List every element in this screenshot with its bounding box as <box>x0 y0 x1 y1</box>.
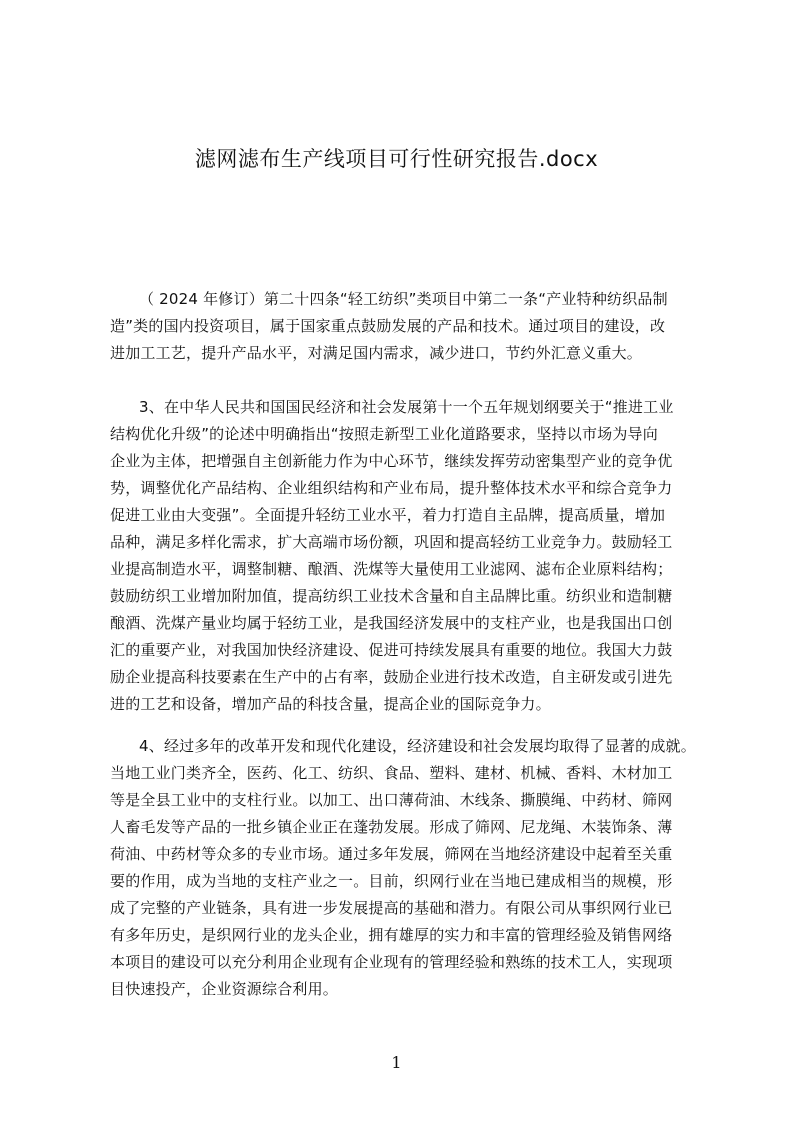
text-line: 4、经过多年的改革开发和现代化建设，经济建设和社会发展均取得了显著的成就。 <box>139 737 696 755</box>
text-line: 3、在中华人民共和国国民经济和社会发展第十一个五年规划纲要关于“推进工业 <box>139 398 674 416</box>
text-line: 结构优化升级”的论述中明确指出“按照走新型工业化道路要求，坚持以市场为导向 <box>110 425 658 443</box>
text-line: 酿酒、洗煤产量业均属于轻纺工业，是我国经济发展中的支柱产业，也是我国出口创 <box>110 614 673 632</box>
text-line: 要的作用，成为当地的支柱产业之一。目前，织网行业在当地已建成相当的规模，形 <box>110 872 673 890</box>
text-line: 企业为主体，把增强自主创新能力作为中心环节，继续发挥劳动密集型产业的竞争优 <box>110 452 673 470</box>
text-line: 汇的重要产业，对我国加快经济建设、促进可持续发展具有重要的地位。我国大力鼓 <box>110 641 673 659</box>
text-line: 造”类的国内投资项目，属于国家重点鼓励发展的产品和技术。通过项目的建设，改 <box>110 317 666 335</box>
text-line: 业提高制造水平，调整制糖、酿酒、洗煤等大量使用工业滤网、滤布企业原料结构； <box>110 560 673 578</box>
text-line: 荷油、中药材等众多的专业市场。通过多年发展，筛网在当地经济建设中起着至关重 <box>110 845 673 863</box>
text-line: 鼓励纺织工业增加附加值，提高纺织工业技术含量和自主品牌比重。纺织业和造制糖 <box>110 587 673 605</box>
document-title: 滤网滤布生产线项目可行性研究报告.docx <box>194 147 599 171</box>
text-line: 进加工工艺，提升产品水平，对满足国内需求，减少进口，节约外汇意义重大。 <box>110 344 643 362</box>
text-line: 目快速投产，企业资源综合利用。 <box>110 980 339 998</box>
text-line: 进的工艺和设备，增加产品的科技含量，提高企业的国际竞争力。 <box>110 695 551 713</box>
text-line: （ 2024 年修订）第二十四条“轻工纺织”类项目中第二一条“产业特种纺织品制 <box>139 290 668 308</box>
text-line: 本项目的建设可以充分利用企业现有企业现有的管理经验和熟练的技术工人，实现项 <box>110 953 673 971</box>
text-line: 等是全县工业中的支柱行业。以加工、出口薄荷油、木线条、撕膜绳、中药材、筛网 <box>110 791 673 809</box>
text-line: 成了完整的产业链条，具有进一步发展提高的基础和潜力。有限公司从事织网行业已 <box>110 899 673 917</box>
paragraph-1 <box>110 286 730 367</box>
text-line: 人畜毛发等产品的一批乡镇企业正在蓬勃发展。形成了筛网、尼龙绳、木装饰条、薄 <box>110 818 673 836</box>
text-line: 促进工业由大变强”。全面提升轻纺工业水平，着力打造自主品牌，提高质量，增加 <box>110 506 666 524</box>
text-line: 当地工业门类齐全，医药、化工、纺织、食品、塑料、建材、机械、香料、木材加工 <box>110 764 673 782</box>
text-line: 势，调整优化产品结构、企业组织结构和产业布局，提升整体技术水平和综合竞争力 <box>110 479 673 497</box>
text-line: 品种，满足多样化需求，扩大高端市场份额，巩固和提高轻纺工业竞争力。鼓励轻工 <box>110 533 673 551</box>
text-line: 励企业提高科技要素在生产中的占有率，鼓励企业进行技术改造，自主研发或引进先 <box>110 668 673 686</box>
paragraph-3 <box>110 733 730 1003</box>
page-number: 1 <box>391 1053 402 1072</box>
paragraph-2 <box>110 394 730 718</box>
text-line: 有多年历史，是织网行业的龙头企业，拥有雄厚的实力和丰富的管理经验及销售网络 <box>110 926 673 944</box>
